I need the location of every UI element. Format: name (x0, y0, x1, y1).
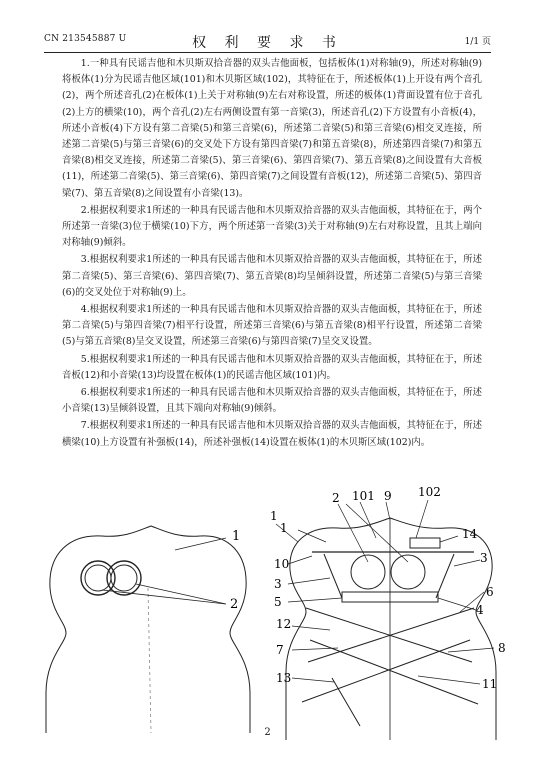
label-axis: 9 (384, 489, 392, 503)
label-soundhole: 2 (332, 491, 340, 505)
page-indicator: 1/1 页 (464, 37, 491, 47)
second-brace (306, 608, 472, 662)
label-fifth-brace: 8 (498, 641, 506, 655)
third-brace (308, 608, 474, 662)
label-crossbeam: 10 (274, 557, 290, 571)
fifth-brace (302, 640, 470, 702)
soundhole-pair (81, 561, 141, 595)
figure-rear-view (268, 480, 518, 740)
label-board-left: 1 (280, 521, 288, 535)
label-third-brace: 6 (486, 585, 494, 599)
label-small-board: 4 (476, 603, 484, 617)
figure-front-view (40, 508, 255, 733)
label-region-guitar: 101 (352, 489, 375, 503)
claim-7: 7.根据权利要求1所述的一种具有民谣吉他和木贝斯双拾音器的双头吉他面板，其特征在于，所述横梁(10)上方设置有补强板(14)，所述补强板(14)设置在板体(1)的木贝斯区域(102)内。 (62, 420, 482, 448)
fourth-brace (310, 640, 478, 704)
claim-3: 3.根据权利要求1所述的一种具有民谣吉他和木贝斯双拾音器的双头吉他面板，其特征在于，所述第二音梁(5)、第三音梁(6)、第四音梁(7)、第五音梁(8)均呈倾斜设置，所述第二音梁(5)与第三音梁(6)的交叉处位于对称轴(9)上。 (62, 254, 482, 298)
axis-line (148, 588, 151, 733)
label-soundhole: 2 (230, 597, 239, 612)
callout-labels (270, 485, 506, 691)
leader-1 (175, 538, 226, 550)
claim-4: 4.根据权利要求1所述的一种具有民谣吉他和木贝斯双拾音器的双头吉他面板，其特征在于，所述第二音梁(5)与第四音梁(7)相平行设置，所述第三音梁(6)与第五音梁(8)相平行设置，所述第二音梁(5)与第五音梁(8)呈交叉设置，所述第三音梁(6)与第四音梁(7)呈交叉设置。 (62, 304, 482, 348)
soundhole-left (351, 555, 385, 589)
document-title: 权 利 要 求 书 (192, 35, 343, 51)
label-second-brace: 5 (274, 595, 282, 609)
reinforcement-plate (410, 538, 440, 548)
label-reinforcement: 14 (462, 527, 478, 541)
label-small-brace: 13 (276, 671, 292, 685)
claims-text (62, 56, 482, 452)
first-brace-right (436, 554, 454, 598)
patent-number: CN 213545887 U (44, 34, 127, 44)
label-region-bass: 102 (418, 485, 441, 499)
label-board-panel: 12 (276, 617, 292, 631)
claim-2: 2.根据权利要求1所述的一种具有民谣吉他和木贝斯双拾音器的双头吉他面板，其特征在于，两个所述第一音梁(3)位于横梁(10)下方，两个所述第一音梁(3)关于对称轴(9)左右对称设置，且其上端向对称轴(9)倾斜。 (62, 204, 482, 249)
guitar-front-drawing (40, 508, 255, 733)
label-board-top: 1 (270, 509, 278, 523)
header-rule (44, 52, 491, 53)
label-first-brace-right: 3 (480, 551, 488, 565)
guitar-body-outline (46, 526, 250, 733)
soundhole-right (391, 555, 425, 589)
small-brace-line (332, 678, 360, 726)
claim-6: 6.根据权利要求1所述的一种具有民谣吉他和木贝斯双拾音器的双头吉他面板，其特征在于，所述小音梁(13)呈倾斜设置，且其下端向对称轴(9)倾斜。 (62, 387, 482, 415)
claim-1: 1.一种具有民谣吉他和木贝斯双拾音器的双头吉他面板，包括板体(1)对称轴(9)，所述对称轴(9)将板体(1)分为民谣吉他区域(101)和木贝斯区域(102)，其特征在于，所述板体(1)上开设有两个音孔(2)，两个所述音孔(2)在板体(1)上关于对称轴(9)左右对称设置，所述的板体(1)背面设置有位于音孔(2)上方的横梁(10)，两个音孔(2)左右两侧设置有第一音梁(3)，所述音孔(2)下方设置有小音板(4)，所述小音板(4)下方设有第二音梁(5)和第三音梁(6)，所述第二音梁(5)和第三音梁(6)相交叉连接，所述第二音梁(5)与第三音梁(6)的交叉处下方设有第四音梁(7)和第五音梁(8)，所述第四音梁(7)和第五音梁(8)相交叉连接，所述第二音梁(5)、第三音梁(6)、第四音梁(7)、第五音梁(8)之间设置有大音板(11)，所述第二音梁(5)、第三音梁(6)、第四音梁(7)之间设置有音板(12)，所述第二音梁(5)、第四音梁(7)、第五音梁(8)之间设置有小音梁(13)。 (62, 58, 482, 199)
leader-2a (102, 590, 226, 604)
page-number: 2 (264, 727, 271, 738)
claim-5: 5.根据权利要求1所述的一种具有民谣吉他和木贝斯双拾音器的双头吉他面板，其特征在于，所述音板(12)和小音梁(13)均设置在板体(1)的民谣吉他区域(101)内。 (62, 353, 482, 381)
label-board: 1 (232, 529, 241, 544)
leader-2b (136, 584, 226, 604)
label-first-brace-left: 3 (274, 577, 282, 591)
label-large-board: 11 (482, 677, 498, 691)
label-fourth-brace: 7 (276, 643, 284, 657)
guitar-rear-drawing (268, 480, 518, 740)
first-brace-left (324, 554, 342, 598)
